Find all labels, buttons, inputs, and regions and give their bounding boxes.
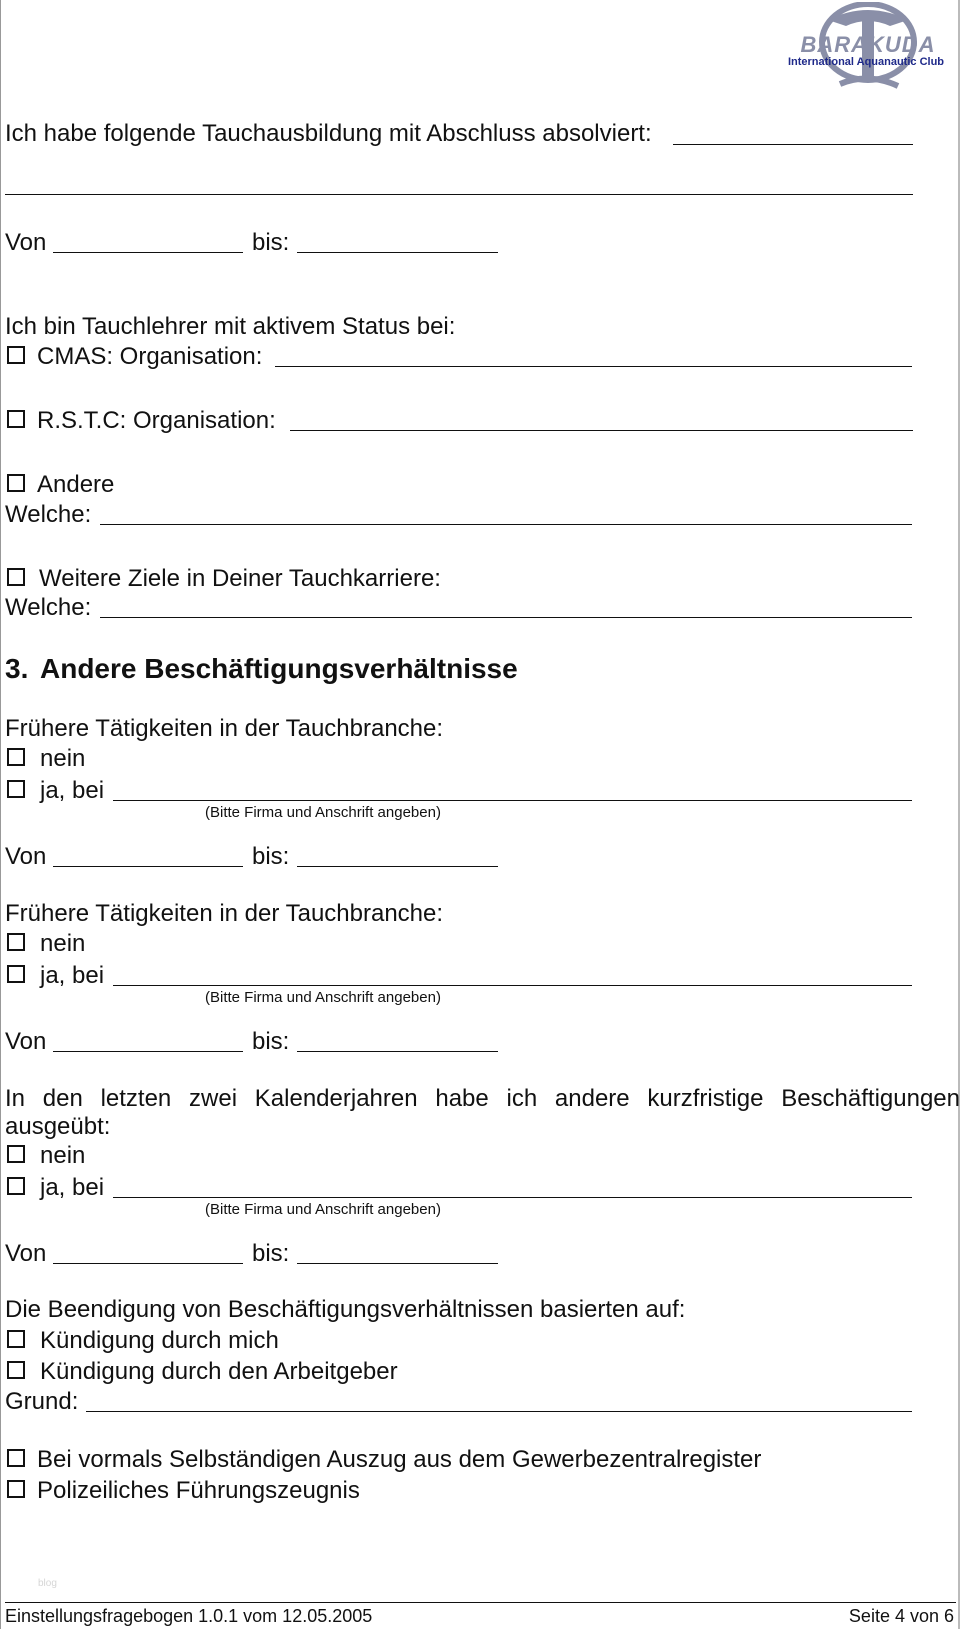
cmas-field[interactable] [275, 366, 912, 367]
period-from-field[interactable] [53, 1051, 243, 1052]
short-term-company-field[interactable] [113, 1197, 912, 1198]
other-checkbox[interactable] [7, 474, 25, 492]
termination-self-label: Kündigung durch mich [40, 1327, 279, 1354]
short-term-no-label: nein [40, 1142, 86, 1169]
period-from-field[interactable] [53, 1263, 243, 1264]
rstc-field[interactable] [290, 430, 913, 431]
trade-register-label: Bei vormals Selbständigen Auszug aus dem Gewerbezentralregister [37, 1446, 762, 1473]
cmas-label: CMAS: Organisation: [37, 343, 263, 370]
footer-document-info: Einstellungsfragebogen 1.0.1 vom 12.05.2005 [5, 1606, 373, 1626]
short-term-yes-label: ja, bei [40, 1174, 105, 1201]
reason-label: Grund: [5, 1388, 79, 1415]
watermark: blog [38, 1578, 57, 1589]
employment-no-label: nein [40, 930, 86, 957]
company-hint: (Bitte Firma und Anschrift angeben) [205, 804, 441, 821]
club-logo [778, 2, 954, 98]
goals-label: Weitere Ziele in Deiner Tauchkarriere: [39, 565, 441, 592]
employment-company-field[interactable] [113, 985, 912, 986]
employment-yes-checkbox[interactable] [7, 780, 25, 798]
page-edge-left [0, 0, 1, 1629]
other-welche-field[interactable] [100, 524, 912, 525]
period-to-field[interactable] [297, 1051, 498, 1052]
period-bis-label: bis: [252, 229, 290, 256]
period-from-field[interactable] [53, 252, 243, 253]
company-hint: (Bitte Firma und Anschrift angeben) [205, 989, 441, 1006]
termination-question: Die Beendigung von Beschäftigungsverhältnissen basierten auf: [5, 1296, 686, 1323]
cmas-checkbox[interactable] [7, 346, 25, 364]
period-bis-label: bis: [252, 1240, 290, 1267]
period-von-label: Von [5, 1240, 47, 1267]
period-to-field[interactable] [297, 1263, 498, 1264]
period-to-field[interactable] [297, 252, 498, 253]
employment-no-checkbox[interactable] [7, 748, 25, 766]
other-label: Andere [37, 471, 115, 498]
employment-no-label: nein [40, 745, 86, 772]
employment-no-checkbox[interactable] [7, 933, 25, 951]
logo-tagline: International Aquanautic Club [787, 56, 945, 68]
section-number: 3. [5, 653, 29, 684]
period-von-label: Von [5, 229, 47, 256]
period-von-label: Von [5, 843, 47, 870]
section-title: Andere Beschäftigungsverhältnisse [40, 653, 518, 684]
footer-rule [5, 1602, 956, 1603]
employment-question: Frühere Tätigkeiten in der Tauchbranche: [5, 715, 444, 742]
period-bis-label: bis: [252, 843, 290, 870]
employment-yes-label: ja, bei [40, 962, 105, 989]
rstc-label: R.S.T.C: Organisation: [37, 407, 276, 434]
period-to-field[interactable] [297, 866, 498, 867]
short-term-question-line2: ausgeübt: [5, 1113, 111, 1140]
training-field-1[interactable] [673, 144, 913, 145]
employment-yes-label: ja, bei [40, 777, 105, 804]
footer-page-number: Seite 4 von 6 [848, 1606, 954, 1626]
goals-checkbox[interactable] [7, 568, 25, 586]
period-bis-label: bis: [252, 1028, 290, 1055]
rstc-checkbox[interactable] [7, 410, 25, 428]
training-field-2[interactable] [5, 194, 913, 195]
employment-yes-checkbox[interactable] [7, 965, 25, 983]
police-certificate-label: Polizeiliches Führungszeugnis [37, 1477, 360, 1504]
short-term-yes-checkbox[interactable] [7, 1177, 25, 1195]
period-from-field[interactable] [53, 866, 243, 867]
short-term-question-line1: In den letzten zwei Kalenderjahren habe ich andere kurzfristige Beschäftigungen [5, 1085, 960, 1112]
police-certificate-checkbox[interactable] [7, 1480, 25, 1498]
employment-question: Frühere Tätigkeiten in der Tauchbranche: [5, 900, 444, 927]
termination-self-checkbox[interactable] [7, 1330, 25, 1348]
reason-field[interactable] [86, 1411, 912, 1412]
goals-welche-label: Welche: [5, 594, 92, 621]
period-von-label: Von [5, 1028, 47, 1055]
short-term-no-checkbox[interactable] [7, 1145, 25, 1163]
instructor-question: Ich bin Tauchlehrer mit aktivem Status bei: [5, 313, 456, 340]
trade-register-checkbox[interactable] [7, 1449, 25, 1467]
goals-welche-field[interactable] [100, 617, 912, 618]
training-question: Ich habe folgende Tauchausbildung mit Abschluss absolviert: [5, 120, 652, 147]
other-welche-label: Welche: [5, 501, 92, 528]
employment-company-field[interactable] [113, 800, 912, 801]
termination-employer-label: Kündigung durch den Arbeitgeber [40, 1358, 398, 1385]
logo-brand: BARAKUDA [800, 32, 936, 57]
termination-employer-checkbox[interactable] [7, 1361, 25, 1379]
company-hint: (Bitte Firma und Anschrift angeben) [205, 1201, 441, 1218]
